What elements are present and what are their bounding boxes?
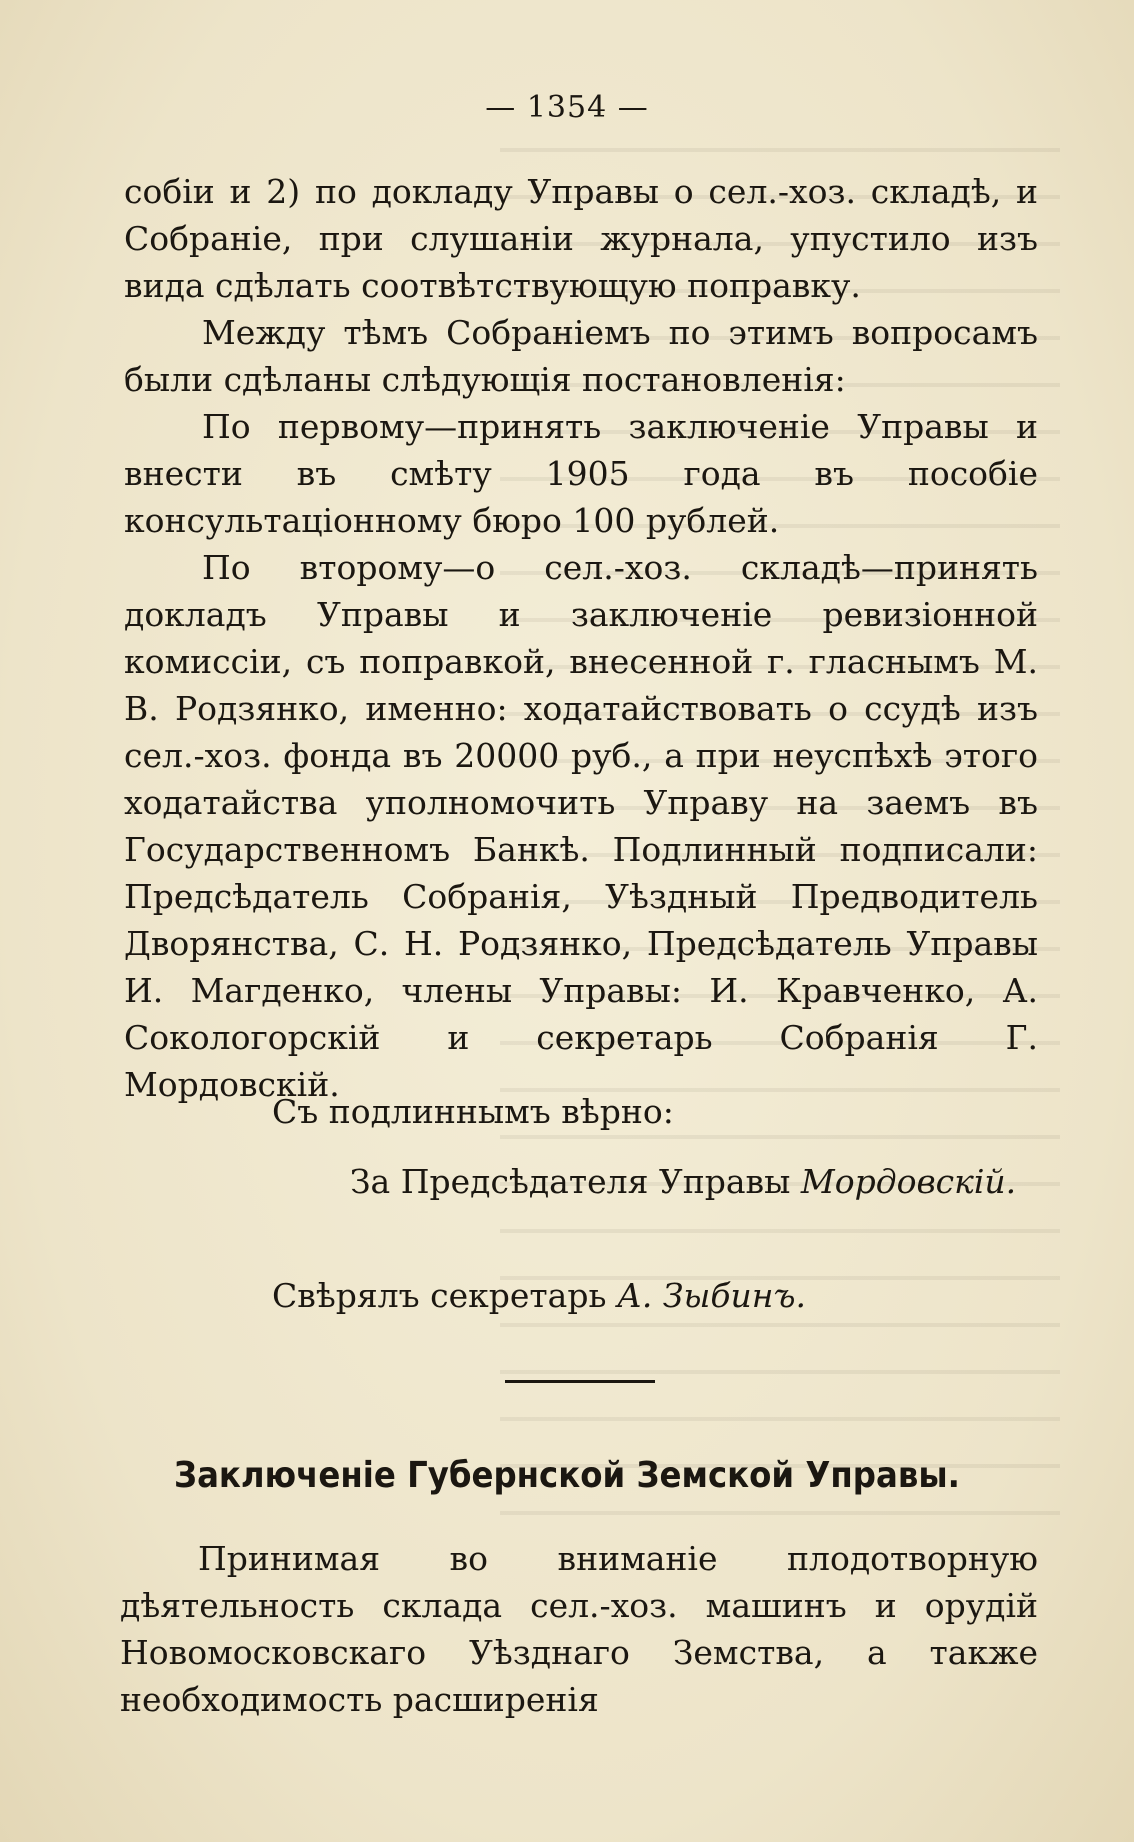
page-number: — 1354 — <box>485 90 649 125</box>
checked-by-label: Свѣрялъ секретарь <box>272 1276 607 1315</box>
acting-chair-signature: Мордовскій. <box>800 1162 1017 1201</box>
checked-by-line <box>272 1272 806 1319</box>
conclusion-paragraph: Принимая во вниманіе плодотворную дѣятельность склада сел.-хоз. машинъ и орудій Новомосковскаго Уѣзднаго Земства, а также необходимость расширенія <box>120 1539 1038 1719</box>
section-divider <box>505 1380 655 1383</box>
section-heading: Заключеніе Губернской Земской Управы. <box>174 1455 960 1496</box>
checked-by-signature: А. Зыбинъ. <box>616 1276 806 1315</box>
body-text <box>124 168 1038 1108</box>
paragraph-first-resolution: По первому—принять заключеніе Управы и внести въ смѣту 1905 года въ пособіе консультаціонному бюро 100 рублей. <box>124 407 1038 540</box>
attestation-line: Съ подлиннымъ вѣрно: <box>272 1092 674 1131</box>
acting-chair-line <box>350 1158 1016 1205</box>
paragraph-resolutions-intro: Между тѣмъ Собраніемъ по этимъ вопросамъ были сдѣланы слѣдующія постановленія: <box>124 313 1038 399</box>
acting-chair-label: За Предсѣдателя Управы <box>350 1162 791 1201</box>
paragraph-continuation: собіи и 2) по докладу Управы о сел.-хоз. складѣ, и Собраніе, при слушаніи журнала, упустило изъ вида сдѣлать соотвѣтствующую поправку. <box>124 172 1038 305</box>
paragraph-second-resolution: По второму—о сел.-хоз. складѣ—принять докладъ Управы и заключеніе ревизіонной комиссіи, съ поправкой, внесенной г. гласнымъ М. В. Родзянко, именно: ходатайствовать о ссудѣ изъ сел.-хоз. фонда въ 20000 руб., а при неуспѣхѣ этого ходатайства уполномочить Управу на заемъ въ Государственномъ Банкѣ. Подлинный подписали: Предсѣдатель Собранія, Уѣздный Предводитель Дворянства, С. Н. Родзянко, Предсѣдатель Управы И. Магденко, члены Управы: И. Кравченко, А. Сокологорскій и секретарь Собранія Г. Мордовскій. <box>124 548 1038 1104</box>
